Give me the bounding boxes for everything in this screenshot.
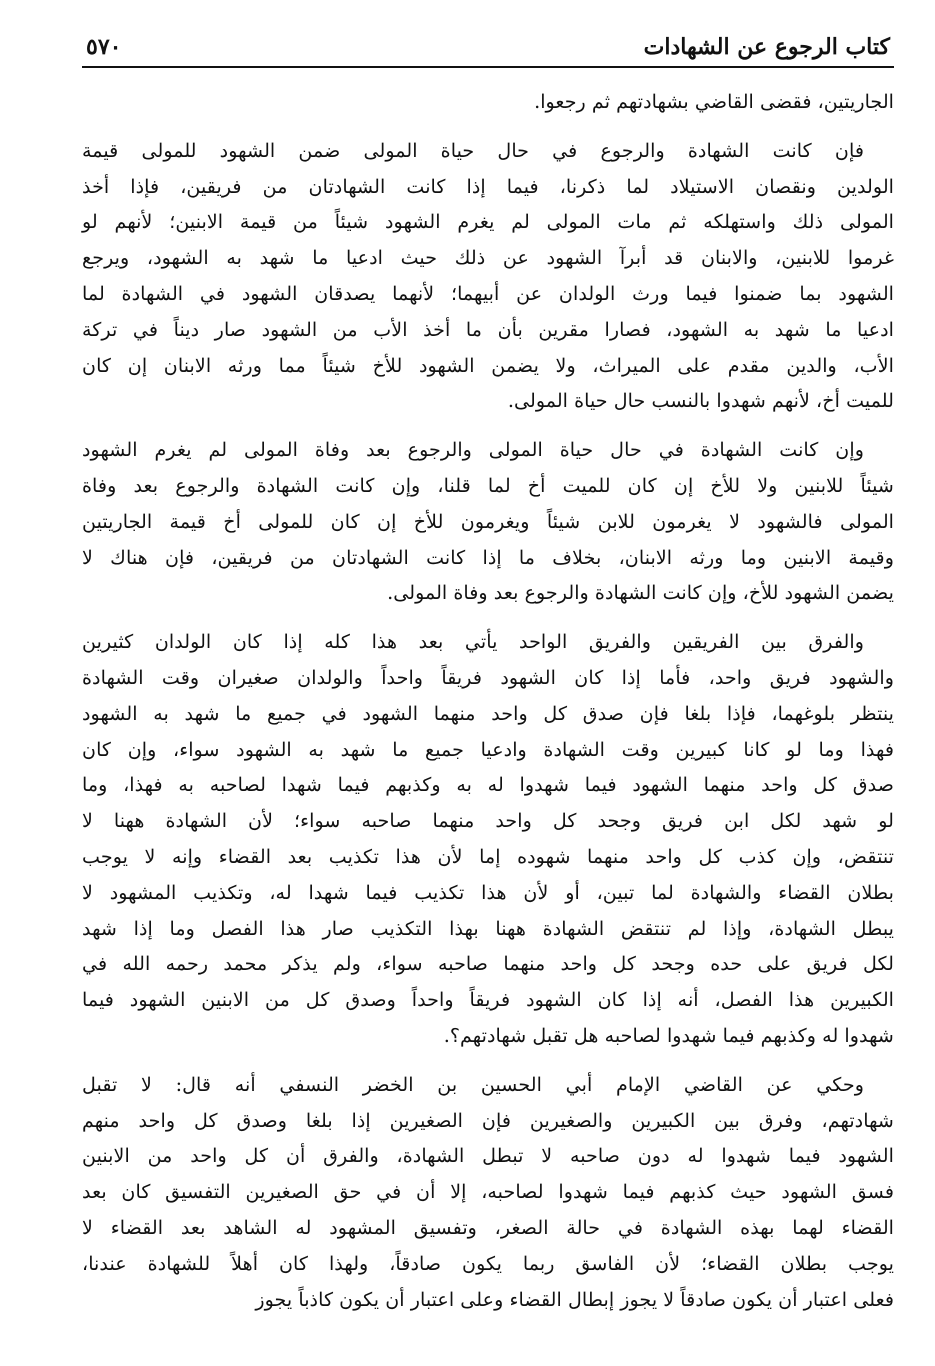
text-line: لو شهد لكل ابن فريق وجحد كل واحد منهما صاحبه سواء؛ لأن الشهادة ههنا لا — [82, 809, 894, 833]
text-line: تنتقض، وإن كذب كل واحد منهما شهوده إما لأن هذا تكذيب بعد القضاء وإنه لا يوجب — [82, 844, 894, 868]
text-line: فسق الشهود حيث كذبهم فيما شهدوا لصاحبه، إلا أن في حق الصغيرين التفسيق كان بعد — [82, 1180, 894, 1204]
text-line: للميت أخ، لأنهم شهدوا بالنسب حال حياة المولى. — [507, 389, 894, 413]
body-text — [82, 84, 894, 1330]
paragraph — [82, 133, 894, 419]
text-line: شهادتهم، وفرق بين الكبيرين والصغيرين فإن الصغيرين إذا بلغا وصدق كل واحد منهم — [82, 1108, 894, 1132]
text-line: ادعيا ما شهد به الشهود، فصارا مقرين بأن ما أخذ الأب من الشهود صار ديناً في تركة — [82, 317, 894, 341]
text-line: فعلى اعتبار أن يكون صادقاً لا يجوز إبطال القضاء وعلى اعتبار أن يكون كاذباً يجوز — [255, 1287, 894, 1311]
text-line: الجاريتين، فقضى القاضي بشهادتهم ثم رجعوا. — [534, 90, 894, 113]
text-line: لكل فريق على حده وجحد كل واحد منهما صاحبه سواء، ولم يذكر محمد رحمه الله في — [82, 952, 894, 976]
text-line: صدق كل واحد منهما الشهود فيما شهدوا له به وكذبهم فيما شهدا لصاحبه به فهذا، وما — [82, 773, 894, 797]
text-line: يوجب بطلان القضاء؛ لأن الفاسق ربما يكون صادقاً، ولهذا كان أهلاً للشهادة عندنا، — [82, 1251, 894, 1275]
running-header — [82, 30, 894, 64]
text-line: شهدوا له وكذبهم فيما شهدوا لصاحبه هل تقبل شهادتهم؟. — [443, 1023, 894, 1047]
text-line: الشهود فيما شهدوا له دون صاحبه لا تبطل الشهادة، والفرق أن كل واحد من الابنين — [82, 1144, 894, 1168]
text-line: يضمن الشهود للأخ، وإن كانت الشهادة والرجوع بعد وفاة المولى. — [387, 581, 894, 605]
text-line: القضاء لهما بهذه الشهادة في حالة الصغر، وتفسيق المشهود له الشاهد بعد القضاء لا — [82, 1215, 894, 1239]
text-line: الكبيرين هذا الفصل، أنه إذا كان الشهود فريقاً واحداً وصدق كل من الابنين الشهود فيما — [82, 988, 894, 1012]
text-line: الولدين ونقصان الاستيلاد لما ذكرنا، فيما إذا كانت الشهادتان من فريقين، فإذا أخذ — [82, 174, 894, 198]
header-divider — [82, 66, 894, 68]
text-line: الشهود بما ضمنوا فيما ورث الولدان عن أبيهما؛ لأنهما يصدقان الشهود في الشهادة لما — [82, 281, 894, 305]
paragraph — [82, 432, 894, 611]
text-line: يبطل الشهادة، وإذا لم تنتقض الشهادة ههنا بهذا التكذيب صار هذا الفصل وما إذا شهد — [82, 916, 894, 940]
text-line: والفرق بين الفريقين والفريق الواحد يأتي بعد هذا كله إذا كان الولدان كثيرين — [82, 630, 864, 654]
text-line: شيئاً للابنين ولا للأخ إن كان للميت أخ لما قلنا، وإن كانت الشهادة والرجوع بعد وفاة — [82, 473, 894, 497]
text-line: بطلان القضاء والشهادة لما تبين، أو لأن هذا تكذيب فيما شهدا له، وتكذيب المشهود لا — [82, 880, 894, 904]
paragraph — [82, 624, 894, 1054]
text-line: فإن كانت الشهادة والرجوع في حال حياة المولى ضمن الشهود للمولى قيمة — [82, 138, 864, 162]
text-line: والشهود فريق واحد، فأما إذا كان الشهود فريقاً واحداً والولدان صغيران وقت الشهادة — [82, 665, 894, 689]
page-number: ٥٧٠ — [86, 34, 122, 60]
text-line: غرموا للابنين، والابنان قد أبرآ الشهود عن ذلك حيث ادعيا ما شهد به الشهود، ويرجع — [82, 246, 894, 270]
text-line: ينتظر بلوغهما، فإذا بلغا فإن صدق كل واحد منهما الشهود في جميع ما شهد به الشهود — [82, 701, 894, 725]
book-page — [82, 0, 894, 1366]
paragraph — [82, 84, 894, 120]
text-line: المولى ذلك واستهلكه ثم مات المولى لم يغرم الشهود شيئاً من قيمة الابنين؛ لأنهم لو — [82, 210, 894, 234]
paragraph — [82, 1067, 894, 1318]
chapter-title: كتاب الرجوع عن الشهادات — [643, 34, 890, 60]
text-line: وقيمة الابنين وما ورثه الابنان، بخلاف ما إذا كانت الشهادتان من فريقين، فإن هناك لا — [82, 545, 894, 569]
text-line: الأب، والدين مقدم على الميراث، ولا يضمن الشهود للأخ شيئاً مما ورثه الابنان إن كان — [82, 353, 894, 377]
text-line: وحكي عن القاضي الإمام أبي الحسين بن الخضر النسفي أنه قال: لا تقبل — [82, 1072, 864, 1096]
text-line: فهذا وما لو كانا كبيرين وقت الشهادة وادعيا جميع ما شهد به الشهود سواء، وإن كان — [82, 737, 894, 761]
text-line: وإن كانت الشهادة في حال حياة المولى والرجوع بعد وفاة المولى لم يغرم الشهود — [82, 438, 864, 462]
text-line: المولى فالشهود لا يغرمون للابن شيئاً ويغرمون للأخ إن كان للمولى أخ قيمة الجاريتين — [82, 509, 894, 533]
